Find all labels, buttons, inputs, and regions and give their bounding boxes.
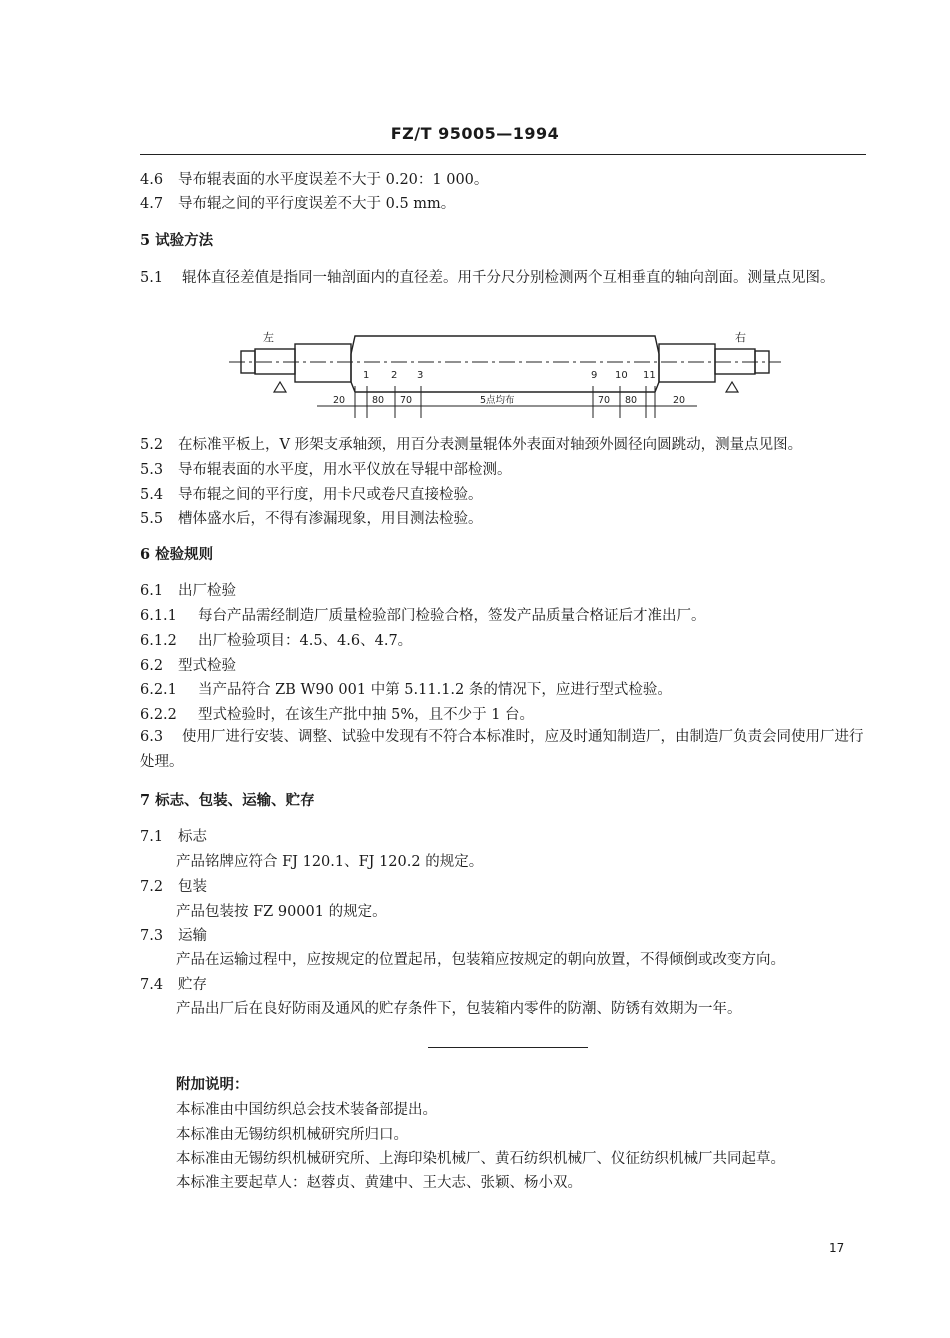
clause-text: 当产品符合 ZB W90 001 中第 5.11.1.2 条的情况下，应进行型式检验。 xyxy=(198,682,672,698)
clause-heading: 标志 xyxy=(178,829,207,845)
clause-text: 导布辊之间的平行度误差不大于 0.5 mm。 xyxy=(178,196,456,212)
point-10: 10 xyxy=(615,370,628,381)
clause-5-4 xyxy=(140,486,483,504)
clause-number: 7.3 xyxy=(140,928,164,944)
clause-text: 导布辊表面的水平度误差不大于 0.20：1 000。 xyxy=(178,172,489,188)
clause-text: 槽体盛水后，不得有渗漏现象，用目测法检验。 xyxy=(178,511,483,527)
clause-number: 6.2 xyxy=(140,658,164,674)
clause-text: 出厂检验 xyxy=(178,583,236,599)
left-label: 左 xyxy=(263,331,274,344)
clause-number: 4.6 xyxy=(140,172,164,188)
clause-5-2 xyxy=(140,436,802,454)
clause-text: 导布辊表面的水平度，用水平仪放在导辊中部检测。 xyxy=(178,462,512,478)
clause-number: 5.3 xyxy=(140,462,164,478)
standard-code-header: FZ/T 95005—1994 xyxy=(390,124,560,143)
dim-80-left: 80 xyxy=(372,395,385,406)
notes-line: 本标准主要起草人：赵蓉贞、黄建中、王大志、张颖、杨小双。 xyxy=(176,1175,582,1191)
notes-line: 本标准由中国纺织总会技术装备部提出。 xyxy=(176,1102,437,1118)
clause-6-2-2 xyxy=(140,706,534,724)
clause-text: 辊体直径差值是指同一轴剖面内的直径差。用千分尺分别检测两个互相垂直的轴向剖面。测量点见图。 xyxy=(182,270,835,286)
clause-text: 型式检验 xyxy=(178,658,236,674)
right-label: 右 xyxy=(735,331,746,344)
clause-text: 型式检验时，在该生产批中抽 5%，且不少于 1 台。 xyxy=(198,707,535,723)
clause-text: 导布辊之间的平行度，用卡尺或卷尺直接检验。 xyxy=(178,487,483,503)
section-6-title: 6 检验规则 xyxy=(140,546,214,563)
dim-20-left: 20 xyxy=(333,395,346,406)
clause-6-1-2 xyxy=(140,632,412,650)
dim-20-right: 20 xyxy=(673,395,686,406)
section-5-title: 5 试验方法 xyxy=(140,232,214,249)
section-7-title: 7 标志、包装、运输、贮存 xyxy=(140,792,315,809)
clause-number: 5.5 xyxy=(140,511,164,527)
clause-number: 6.2.1 xyxy=(140,682,177,698)
clause-text: 在标准平板上，V 形架支承轴颈，用百分表测量辊体外表面对轴颈外圆径向圆跳动，测量点见图。 xyxy=(178,437,803,453)
dim-80-right: 80 xyxy=(625,395,638,406)
point-9: 9 xyxy=(591,370,598,381)
clause-4-6 xyxy=(140,171,488,189)
clause-6-2-1 xyxy=(140,681,672,699)
clause-7-4 xyxy=(140,976,207,994)
clause-5-1 xyxy=(140,266,868,291)
clause-number: 4.7 xyxy=(140,196,164,212)
clause-7-1-body: 产品铭牌应符合 FJ 120.1、FJ 120.2 的规定。 xyxy=(176,854,484,870)
clause-heading: 包装 xyxy=(178,879,207,895)
clause-number: 6.1.2 xyxy=(140,633,177,649)
clause-number: 6.2.2 xyxy=(140,707,177,723)
clause-6-2 xyxy=(140,657,236,675)
clause-6-1-1 xyxy=(140,607,706,625)
point-3: 3 xyxy=(417,370,424,381)
point-11: 11 xyxy=(643,370,656,381)
notes-line: 本标准由无锡纺织机械研究所归口。 xyxy=(176,1127,408,1143)
clause-text: 每台产品需经制造厂质量检验部门检验合格，签发产品质量合格证后才准出厂。 xyxy=(198,608,706,624)
dim-5-even: 5点均布 xyxy=(480,395,515,406)
clause-7-1 xyxy=(140,828,207,846)
clause-number: 6.1.1 xyxy=(140,608,177,624)
clause-number: 6.1 xyxy=(140,583,164,599)
clause-number: 7.2 xyxy=(140,879,164,895)
dim-70-right: 70 xyxy=(598,395,611,406)
clause-heading: 运输 xyxy=(178,928,207,944)
notes-line: 本标准由无锡纺织机械研究所、上海印染机械厂、黄石纺织机械厂、仪征纺织机械厂共同起草。 xyxy=(176,1151,785,1167)
clause-5-5 xyxy=(140,510,483,528)
clause-number: 5.1 xyxy=(140,270,164,286)
clause-7-2 xyxy=(140,878,207,896)
clause-6-3 xyxy=(140,725,868,775)
v-support-right xyxy=(726,382,738,392)
clause-7-2-body: 产品包装按 FZ 90001 的规定。 xyxy=(176,904,387,920)
clause-number: 6.3 xyxy=(140,729,164,745)
clause-number: 7.4 xyxy=(140,977,164,993)
header-rule xyxy=(140,154,866,155)
v-support-left xyxy=(274,382,286,392)
dim-70-left: 70 xyxy=(400,395,413,406)
roller-measurement-figure xyxy=(225,326,785,426)
clause-6-1 xyxy=(140,582,236,600)
clause-5-3 xyxy=(140,461,512,479)
clause-text: 出厂检验项目：4.5、4.6、4.7。 xyxy=(198,633,413,649)
clause-text: 使用厂进行安装、调整、试验中发现有不符合本标准时，应及时通知制造厂，由制造厂负责会同使用厂进行处理。 xyxy=(140,729,864,770)
end-rule xyxy=(428,1047,588,1048)
clause-number: 7.1 xyxy=(140,829,164,845)
clause-heading: 贮存 xyxy=(178,977,207,993)
clause-7-4-body: 产品出厂后在良好防雨及通风的贮存条件下，包装箱内零件的防潮、防锈有效期为一年。 xyxy=(176,1001,742,1017)
clause-7-3-body: 产品在运输过程中，应按规定的位置起吊，包装箱应按规定的朝向放置，不得倾倒或改变方向。 xyxy=(176,952,785,968)
clause-number: 5.4 xyxy=(140,487,164,503)
point-2: 2 xyxy=(391,370,398,381)
page-number: 17 xyxy=(829,1241,845,1255)
clause-number: 5.2 xyxy=(140,437,164,453)
notes-title: 附加说明： xyxy=(176,1076,249,1093)
clause-4-7 xyxy=(140,195,455,213)
clause-7-3 xyxy=(140,927,207,945)
point-1: 1 xyxy=(363,370,370,381)
